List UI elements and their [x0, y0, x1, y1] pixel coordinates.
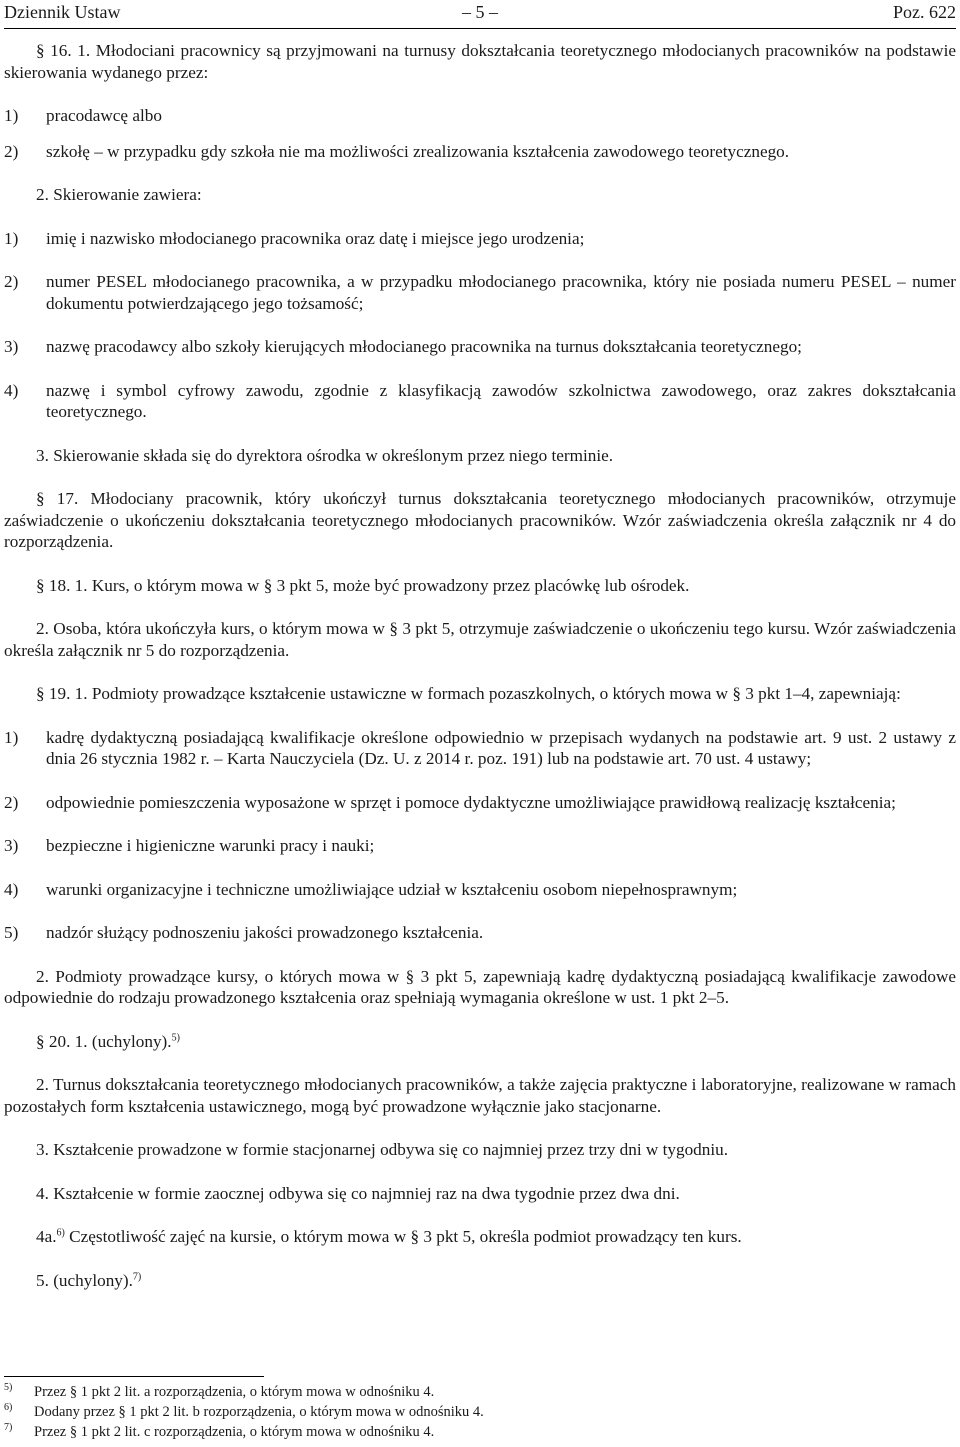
- section-20-1: [4, 1031, 956, 1053]
- footnote-number: 6): [4, 1402, 13, 1413]
- section-20-4: 4. Kształcenie w formie zaocznej odbywa się co najmniej raz na dwa tygodnie przez dwa dni.: [36, 1183, 680, 1203]
- footnote-divider: [4, 1376, 264, 1377]
- list-item-number: 2): [4, 272, 19, 291]
- list-item-text: imię i nazwisko młodocianego pracownika oraz datę i miejsce jego urodzenia;: [46, 228, 585, 248]
- list-item-text: nazwę pracodawcy albo szkoły kierujących młodocianego pracownika na turnus dokształcania teoretycznego;: [46, 337, 802, 356]
- list-item-number: 2): [4, 141, 19, 161]
- section-16-3: 3. Skierowanie składa się do dyrektora ośrodka w określonym przez niego terminie.: [36, 445, 614, 465]
- section-20-1-text: § 20. 1. (uchylony).: [36, 1031, 172, 1051]
- footnote: [4, 1402, 956, 1422]
- list-item-number: 3): [4, 337, 19, 356]
- list-item: [4, 835, 956, 857]
- list-item-number: 3): [4, 836, 19, 855]
- list-item-text: nadzór służący podnoszeniu jakości prowadzonego kształcenia.: [46, 923, 484, 942]
- section-20-4a: [4, 1226, 956, 1248]
- footnote-ref-6[interactable]: 6): [56, 1227, 65, 1239]
- position-number: Poz. 622: [893, 2, 956, 22]
- list-item: [4, 879, 956, 901]
- section-20-5: [4, 1270, 956, 1292]
- list-item-text: pracodawcę albo: [46, 106, 162, 125]
- footnote-number: 5): [4, 1382, 13, 1393]
- list-item: [4, 228, 956, 250]
- section-19-2: 2. Podmioty prowadzące kursy, o których mowa w § 3 pkt 5, zapewniają kadrę dydaktyczną posiadającą kwalifikacje zawodowe odpowiednie do rodzaju prowadzonego kształcenia oraz spełniają wymagania określone w ust. 1 pkt 2–5.: [4, 966, 956, 1007]
- section-20-2: 2. Turnus dokształcania teoretycznego młodocianych pracowników, a także zajęcia praktyczne i laboratoryjne, realizowane w ramach pozostałych form kształcenia ustawicznego, mogą być prowadzone wyłącznie jako stacjonarne.: [4, 1075, 956, 1116]
- list-item-text: nazwę i symbol cyfrowy zawodu, zgodnie z klasyfikacją zawodów szkolnictwa zawodowego, oraz zakres dokształcania teoretycznego.: [46, 380, 956, 421]
- list-item-text: odpowiednie pomieszczenia wyposażone w sprzęt i pomoce dydaktyczne umożliwiające prawidłową realizację kształcenia;: [46, 792, 896, 812]
- footnote-number: 7): [4, 1422, 13, 1433]
- page-number: – 5 –: [462, 2, 498, 22]
- section-16-1: § 16. 1. Młodociani pracownicy są przyjmowani na turnusy dokształcania teoretycznego młodocianych pracowników na podstawie skierowania wydanego przez:: [4, 41, 956, 82]
- list-item-number: 2): [4, 792, 19, 812]
- section-19-1: § 19. 1. Podmioty prowadzące kształcenie ustawiczne w formach pozaszkolnych, o których mowa w § 3 pkt 1–4, zapewniają:: [36, 684, 901, 703]
- list-item-text: numer PESEL młodocianego pracownika, a w przypadku młodocianego pracownika, który nie posiada numeru PESEL – numer dokumentu potwierdzającego jego tożsamość;: [46, 272, 956, 313]
- footnote-ref-7[interactable]: 7): [132, 1270, 142, 1282]
- list-item-text: bezpieczne i higieniczne warunki pracy i nauki;: [46, 836, 375, 855]
- section-18-1: § 18. 1. Kurs, o którym mowa w § 3 pkt 5, może być prowadzony przez placówkę lub ośrodek.: [36, 575, 690, 595]
- footnote-text: Dodany przez § 1 pkt 2 lit. b rozporządzenia, o którym mowa w odnośniku 4.: [34, 1404, 484, 1420]
- list-item-number: 4): [4, 380, 19, 400]
- list-item: [4, 380, 956, 423]
- list-item: [4, 141, 956, 163]
- list-item-number: 1): [4, 228, 19, 248]
- list-item: [4, 727, 956, 770]
- section-20-4a-label: 4a.: [36, 1227, 57, 1246]
- footnote-text: Przez § 1 pkt 2 lit. c rozporządzenia, o którym mowa w odnośniku 4.: [34, 1424, 435, 1440]
- list-item: [4, 792, 956, 814]
- list-item-text: kadrę dydaktyczną posiadającą kwalifikacje określone odpowiednio w przepisach wydanych na podstawie art. 9 ust. 2 ustawy z dnia 26 stycznia 1982 r. – Karta Nauczyciela (Dz. U. z 2014 r. poz. 191) lub na podstawie art. 70 ust. 4 ustawy;: [46, 727, 956, 768]
- list-item: [4, 105, 956, 127]
- section-17: § 17. Młodociany pracownik, który ukończył turnus dokształcania teoretycznego młodocianych pracowników, otrzymuje zaświadczenie o ukończeniu dokształcania teoretycznego młodocianych pracowników. Wzór zaświadczenia określa załącznik nr 4 do rozporządzenia.: [4, 489, 956, 551]
- section-20-5-text: 5. (uchylony).: [36, 1270, 133, 1290]
- page-header: [4, 0, 956, 29]
- footnote-text: Przez § 1 pkt 2 lit. a rozporządzenia, o którym mowa w odnośniku 4.: [34, 1384, 435, 1400]
- list-item-text: warunki organizacyjne i techniczne umożliwiające udział w kształceniu osobom niepełnosprawnym;: [46, 879, 738, 899]
- list-item-number: 5): [4, 923, 19, 942]
- footnote: [4, 1382, 956, 1402]
- section-20-4a-text: Częstotliwość zajęć na kursie, o którym mowa w § 3 pkt 5, określa podmiot prowadzący ten kurs.: [64, 1227, 742, 1246]
- list-item-number: 1): [4, 106, 19, 125]
- footnotes: [4, 1382, 956, 1442]
- list-item-text: szkołę – w przypadku gdy szkoła nie ma możliwości zrealizowania kształcenia zawodowego teoretycznego.: [46, 141, 790, 161]
- list-item: [4, 922, 956, 944]
- document-body: [4, 40, 956, 1313]
- section-16-2: 2. Skierowanie zawiera:: [36, 185, 202, 204]
- section-18-2: 2. Osoba, która ukończyła kurs, o którym mowa w § 3 pkt 5, otrzymuje zaświadczenie o ukończeniu tego kursu. Wzór zaświadczenia określa załącznik nr 5 do rozporządzenia.: [4, 619, 956, 660]
- journal-title: Dziennik Ustaw: [4, 2, 121, 22]
- list-item: [4, 271, 956, 314]
- section-20-3: 3. Kształcenie prowadzone w formie stacjonarnej odbywa się co najmniej przez trzy dni w tygodniu.: [36, 1140, 729, 1159]
- footnote-ref-5[interactable]: 5): [171, 1031, 180, 1043]
- footnote: [4, 1422, 956, 1442]
- list-item-number: 1): [4, 727, 19, 747]
- list-item: [4, 336, 956, 358]
- list-item-number: 4): [4, 879, 19, 899]
